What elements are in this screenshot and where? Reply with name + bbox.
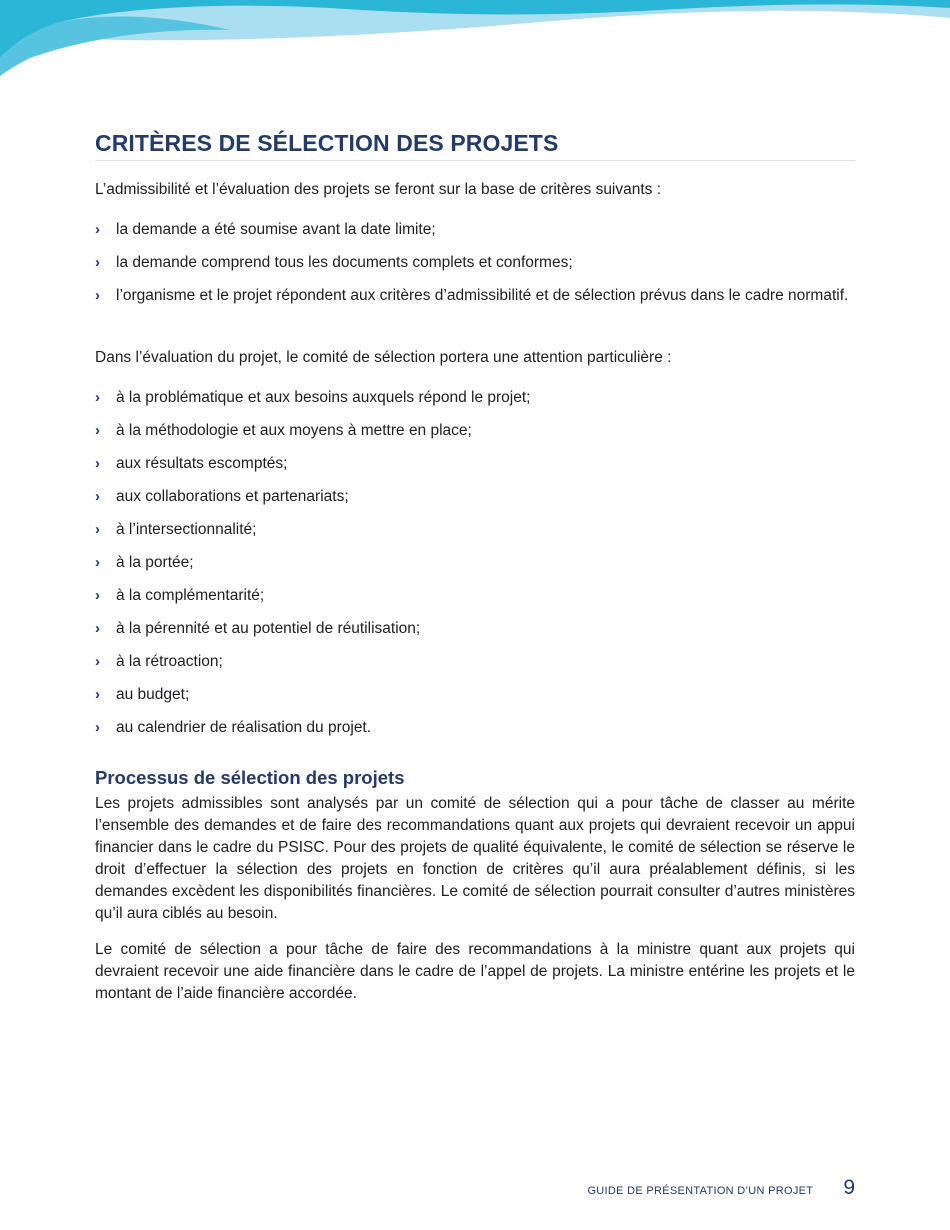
list-item-text: à l’intersectionnalité; xyxy=(116,521,257,538)
list-item-text: l’organisme et le projet répondent aux critères d’admissibilité et de sélection prévus dans le cadre normatif. xyxy=(116,287,849,304)
chevron-right-icon: › xyxy=(95,620,100,637)
list-item xyxy=(95,618,855,640)
list-item xyxy=(95,585,855,607)
list-item-text: la demande comprend tous les documents complets et conformes; xyxy=(116,254,573,271)
chevron-right-icon: › xyxy=(95,653,100,670)
list-item-text: à la pérennité et au potentiel de réutilisation; xyxy=(116,620,421,637)
page-content xyxy=(95,128,855,1005)
list-item xyxy=(95,453,855,475)
criteria-list xyxy=(95,219,855,307)
list-item xyxy=(95,420,855,442)
chevron-right-icon: › xyxy=(95,587,100,604)
attention-list xyxy=(95,387,855,739)
list-item-text: aux résultats escomptés; xyxy=(116,455,288,472)
list-item xyxy=(95,519,855,541)
footer-document-title: GUIDE DE PRÉSENTATION D’UN PROJET xyxy=(587,1185,814,1197)
list-item-text: à la problématique et aux besoins auxquels répond le projet; xyxy=(116,389,531,406)
chevron-right-icon: › xyxy=(95,719,100,736)
process-paragraph-2: Le comité de sélection a pour tâche de faire des recommandations à la ministre quant aux projets qui devraient recevoir une aide financière dans le cadre de l’appel de projets. La ministre entérine les projets et le montant de l’aide financière accordée. xyxy=(95,941,855,1002)
chevron-right-icon: › xyxy=(95,455,100,472)
list-item xyxy=(95,717,855,739)
list-item xyxy=(95,285,855,307)
list-item xyxy=(95,486,855,508)
list-item-text: au calendrier de réalisation du projet. xyxy=(116,719,372,736)
list-item-text: au budget; xyxy=(116,686,190,703)
attention-intro: Dans l’évaluation du projet, le comité de sélection portera une attention particulière : xyxy=(95,349,672,366)
chevron-right-icon: › xyxy=(95,521,100,538)
chevron-right-icon: › xyxy=(95,221,100,238)
list-item-text: aux collaborations et partenariats; xyxy=(116,488,349,505)
chevron-right-icon: › xyxy=(95,254,100,271)
page-number: 9 xyxy=(843,1176,855,1199)
header-wave-decoration xyxy=(0,0,950,80)
section-title: CRITÈRES DE SÉLECTION DES PROJETS xyxy=(95,128,855,161)
list-item xyxy=(95,552,855,574)
list-item xyxy=(95,651,855,673)
list-item xyxy=(95,387,855,409)
chevron-right-icon: › xyxy=(95,554,100,571)
list-item-text: la demande a été soumise avant la date limite; xyxy=(116,221,436,238)
list-item-text: à la rétroaction; xyxy=(116,653,223,670)
process-paragraph-1: Les projets admissibles sont analysés par un comité de sélection qui a pour tâche de classer au mérite l’ensemble des demandes et de faire des recommandations quant aux projets qui devraient recevoir un appui financier dans le cadre du PSISC. Pour des projets de qualité équivalente, le comité de sélection se réserve le droit d’effectuer la sélection des projets en fonction de critères qu’il aura préalablement définis, si les demandes excèdent les disponibilités financières. Le comité de sélection pourrait consulter d’autres ministères qu’il aura ciblés au besoin. xyxy=(95,795,855,922)
chevron-right-icon: › xyxy=(95,488,100,505)
subsection-title: Processus de sélection des projets xyxy=(95,767,405,788)
criteria-intro: L’admissibilité et l’évaluation des projets se feront sur la base de critères suivants : xyxy=(95,181,662,198)
list-item-text: à la complémentarité; xyxy=(116,587,265,604)
chevron-right-icon: › xyxy=(95,422,100,439)
page-footer xyxy=(587,1176,855,1200)
list-item xyxy=(95,219,855,241)
list-item xyxy=(95,252,855,274)
chevron-right-icon: › xyxy=(95,686,100,703)
list-item-text: à la méthodologie et aux moyens à mettre en place; xyxy=(116,422,472,439)
chevron-right-icon: › xyxy=(95,389,100,406)
chevron-right-icon: › xyxy=(95,287,100,304)
list-item xyxy=(95,684,855,706)
list-item-text: à la portée; xyxy=(116,554,194,571)
